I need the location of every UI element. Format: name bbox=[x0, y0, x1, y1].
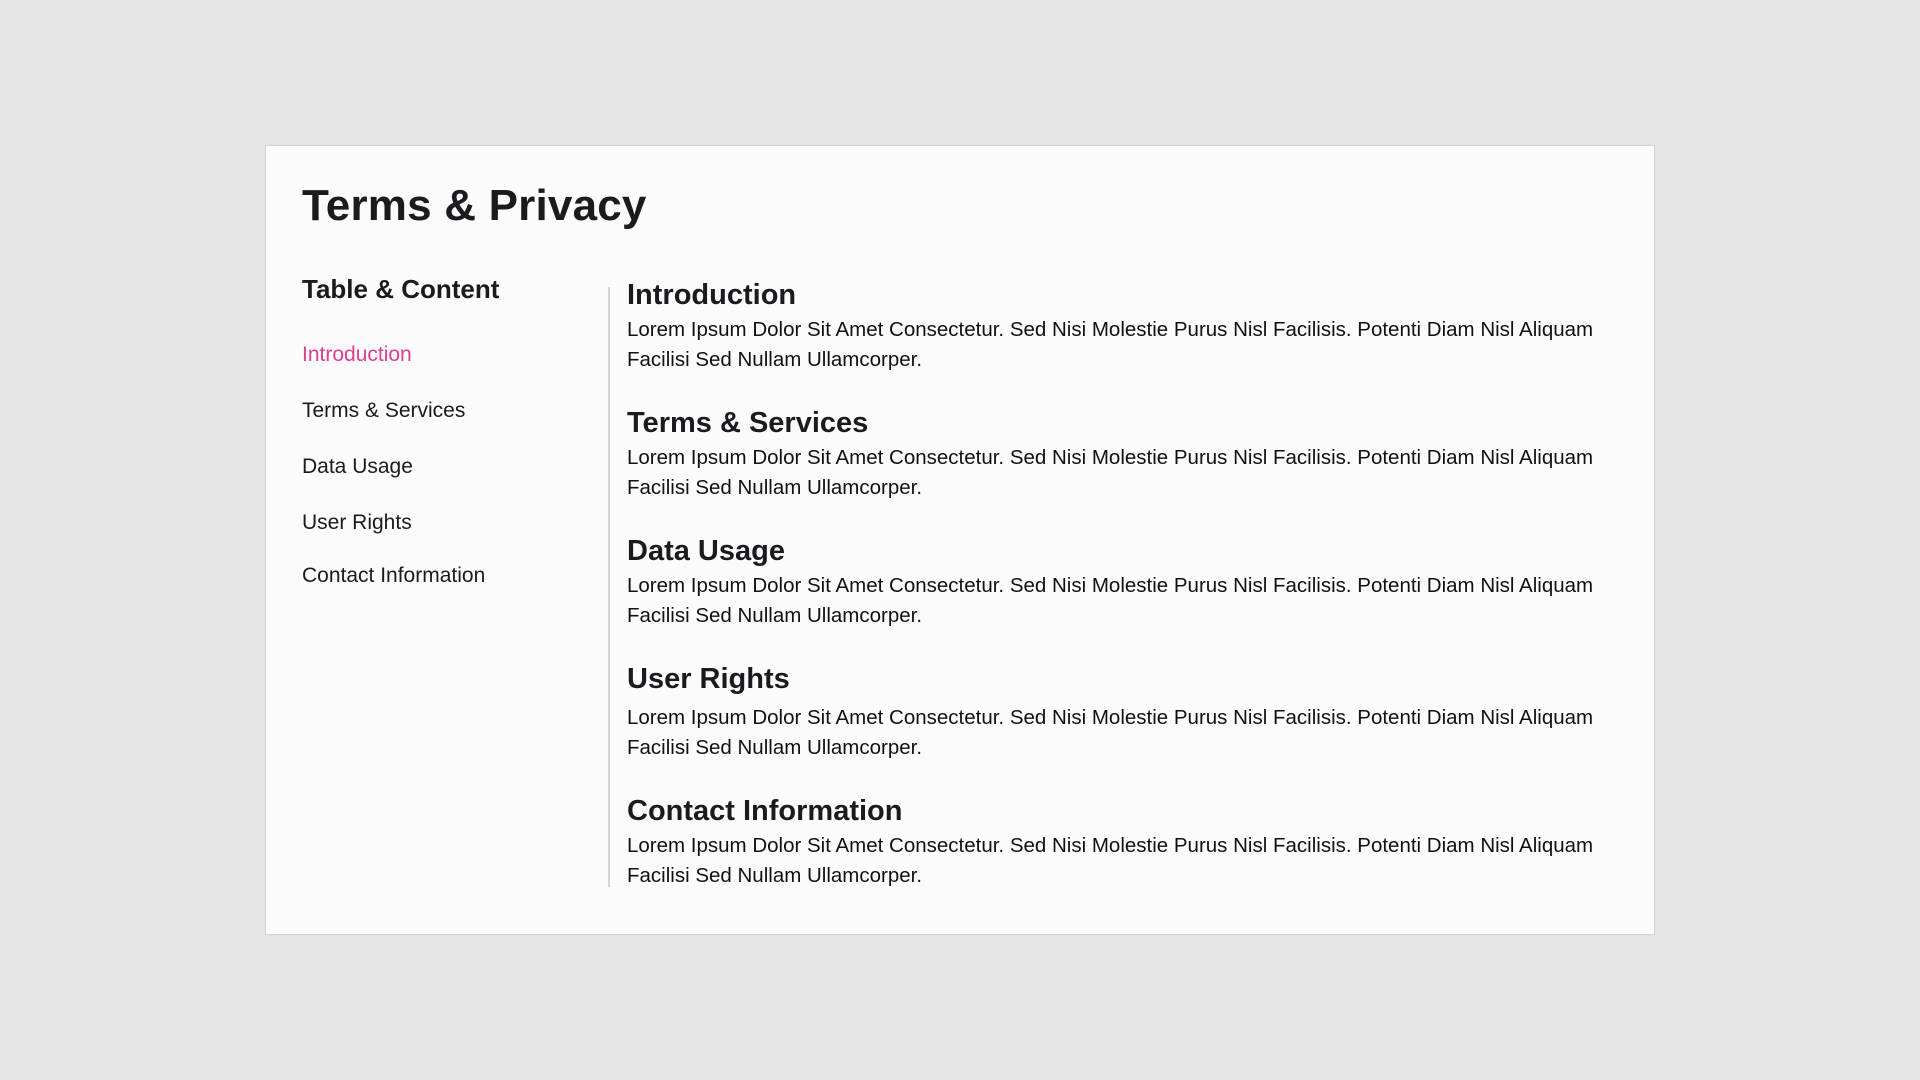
section-body: Lorem Ipsum Dolor Sit Amet Consectetur. Sed Nisi Molestie Purus Nisl Facilisis. Potenti Diam Nisl Aliquam Facilisi Sed Nullam Ullamcorper. bbox=[627, 317, 1594, 371]
toc-item-introduction[interactable]: Introduction bbox=[302, 343, 412, 366]
vertical-divider bbox=[608, 287, 610, 887]
section-title: User Rights bbox=[627, 663, 790, 695]
toc-item-user-rights[interactable]: User Rights bbox=[302, 511, 412, 534]
section-terms-services bbox=[627, 406, 1627, 503]
section-title: Data Usage bbox=[627, 535, 785, 567]
section-body: Lorem Ipsum Dolor Sit Amet Consectetur. Sed Nisi Molestie Purus Nisl Facilisis. Potenti Diam Nisl Aliquam Facilisi Sed Nullam Ullamcorper. bbox=[627, 573, 1594, 627]
section-title: Introduction bbox=[627, 279, 797, 311]
page-title: Terms & Privacy bbox=[302, 181, 647, 230]
section-title: Contact Information bbox=[627, 795, 903, 827]
section-body: Lorem Ipsum Dolor Sit Amet Consectetur. Sed Nisi Molestie Purus Nisl Facilisis. Potenti Diam Nisl Aliquam Facilisi Sed Nullam Ullamcorper. bbox=[627, 445, 1594, 499]
section-introduction bbox=[627, 278, 1627, 375]
table-of-contents bbox=[302, 274, 602, 587]
toc-heading: Table & Content bbox=[302, 274, 500, 304]
section-body: Lorem Ipsum Dolor Sit Amet Consectetur. Sed Nisi Molestie Purus Nisl Facilisis. Potenti Diam Nisl Aliquam Facilisi Sed Nullam Ullamcorper. bbox=[627, 833, 1594, 887]
section-body: Lorem Ipsum Dolor Sit Amet Consectetur. Sed Nisi Molestie Purus Nisl Facilisis. Potenti Diam Nisl Aliquam Facilisi Sed Nullam Ullamcorper. bbox=[627, 705, 1594, 759]
section-user-rights bbox=[627, 662, 1627, 763]
section-contact-information bbox=[627, 794, 1627, 891]
toc-item-data-usage[interactable]: Data Usage bbox=[302, 455, 413, 478]
terms-privacy-card bbox=[265, 145, 1655, 935]
toc-item-terms-services[interactable]: Terms & Services bbox=[302, 399, 466, 422]
toc-item-contact-information[interactable]: Contact Information bbox=[302, 564, 486, 587]
section-data-usage bbox=[627, 534, 1627, 631]
section-title: Terms & Services bbox=[627, 407, 869, 439]
